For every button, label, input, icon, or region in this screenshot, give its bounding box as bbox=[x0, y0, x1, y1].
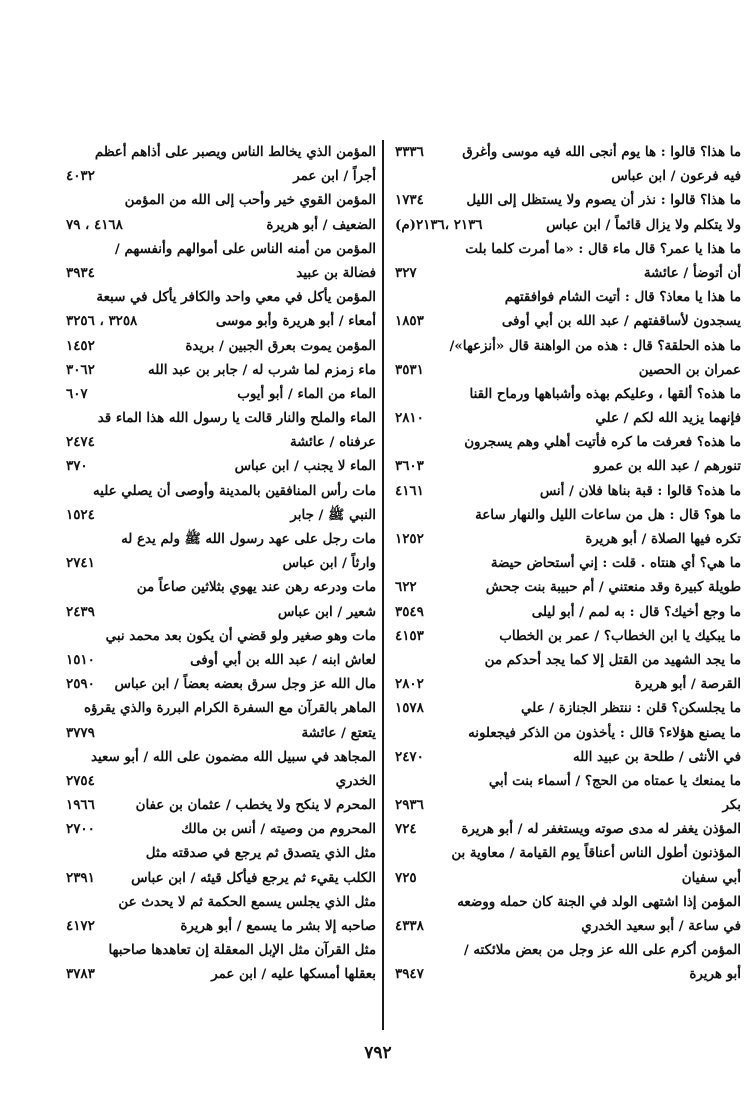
entry-text: المحرم لا ينكح ولا يخطب / عثمان بن عفان bbox=[135, 797, 376, 814]
hadith-number: ٢٧٥٤ bbox=[66, 772, 95, 789]
entry-text: المؤمن أكرم على الله عز وجل من بعض ملائكته / bbox=[463, 942, 741, 959]
index-entry-line bbox=[66, 334, 376, 358]
hadith-number: ١٥٢٤ bbox=[66, 506, 95, 523]
hadith-number: ١٧٣٤ bbox=[395, 192, 424, 209]
index-entry-line bbox=[395, 745, 741, 769]
entry-text: فضالة بن عبيد bbox=[296, 264, 376, 281]
entry-text: المؤمن يموت بعرق الجبين / بريدة bbox=[185, 337, 376, 354]
entry-text: ما يبكيك يا ابن الخطاب؟ / عمر بن الخطاب bbox=[499, 627, 741, 644]
entry-text: فإنهما يزيد الله لكم / علي bbox=[595, 410, 741, 427]
index-entry-line bbox=[66, 406, 376, 430]
hadith-number: ٤١٧٢ bbox=[66, 918, 95, 934]
entry-text: عرفناه / عائشة bbox=[289, 434, 376, 451]
entry-text: الخدري bbox=[335, 772, 376, 789]
hadith-number: ١٨٥٣ bbox=[395, 313, 424, 330]
entry-text: ما هو؟ قال : هل من ساعات الليل والنهار ساعة bbox=[475, 506, 741, 523]
hadith-number: ٢٧٠٠ bbox=[66, 821, 95, 838]
index-entry-line bbox=[395, 309, 741, 333]
entry-text: بكر bbox=[722, 797, 741, 814]
index-entry-line bbox=[395, 624, 741, 648]
entry-text: القرصة / أبو هريرة bbox=[634, 676, 741, 693]
index-entry-line bbox=[395, 406, 741, 430]
entry-text: أن أتوضأ / عائشة bbox=[643, 264, 741, 281]
index-entry-line bbox=[66, 454, 376, 478]
index-entry-line bbox=[66, 793, 376, 817]
hadith-number: ٣٣٣٦ bbox=[395, 144, 424, 160]
entry-text: النبي ﷺ / جابر bbox=[290, 506, 376, 523]
index-entry-line bbox=[395, 188, 741, 212]
hadith-number: ٣٩٤٧ bbox=[395, 966, 424, 983]
entry-text: المؤذن يغفر له مدى صوته ويستغفر له / أبو هريرة bbox=[461, 821, 741, 838]
entry-text: المؤمن من أمنه الناس على أموالهم وأنفسهم / bbox=[114, 240, 376, 257]
entry-text: في ساعة / أبو سعيد الخدري bbox=[581, 918, 741, 934]
hadith-number: ٣٧٧٩ bbox=[66, 724, 95, 741]
index-entry-line bbox=[395, 890, 741, 914]
entry-text: أمعاء / أبو هريرة وأبو موسى bbox=[215, 313, 376, 330]
index-entry-line bbox=[395, 817, 741, 841]
index-entry-line bbox=[66, 648, 376, 672]
index-entry-line bbox=[66, 430, 376, 454]
index-entry-line bbox=[66, 745, 376, 769]
index-entry-line bbox=[66, 696, 376, 720]
index-entry-line bbox=[395, 213, 741, 237]
entry-text: يسجدون لأساقفتهم / عبد الله بن أبي أوفى bbox=[501, 313, 741, 330]
hadith-number: ٢٩٣٦ bbox=[395, 797, 424, 814]
index-column-left bbox=[66, 140, 376, 987]
index-entry-line bbox=[395, 261, 741, 285]
index-entry-line bbox=[66, 164, 376, 188]
entry-text: تنورهم / عبد الله بن عمرو bbox=[593, 458, 741, 475]
entry-text: ما يمنعك يا عمتاه من الحج؟ / أسماء بنت أبي bbox=[488, 772, 741, 789]
entry-text: المؤمن إذا اشتهى الولد في الجنة كان حمله ووضعه bbox=[457, 893, 741, 910]
index-entry-line bbox=[66, 672, 376, 696]
hadith-number: ٤٠٣٢ bbox=[66, 168, 95, 185]
entry-text: الماء لا يجنب / ابن عباس bbox=[234, 458, 376, 475]
index-entry-line bbox=[66, 575, 376, 599]
entry-text: مثل الذي يجلس يسمع الحكمة ثم لا يحدث عن bbox=[118, 893, 376, 910]
entry-text: وارثاً / ابن عباس bbox=[282, 555, 376, 572]
index-entry-line bbox=[395, 382, 741, 406]
index-entry-line bbox=[395, 285, 741, 309]
index-entry-line bbox=[66, 962, 376, 986]
index-column-right bbox=[395, 140, 741, 987]
index-entry-line bbox=[395, 140, 741, 164]
entry-text: المجاهد في سبيل الله مضمون على الله / أبو سعيد bbox=[90, 748, 376, 765]
index-entry-line bbox=[66, 866, 376, 890]
hadith-number: ٢١٣٦ ،٢١٣٦(م) bbox=[395, 216, 483, 233]
entry-text: ما هذا يا معاذ؟ قال : أتيت الشام فوافقتهم bbox=[504, 289, 741, 306]
hadith-number: ٢٣٩١ bbox=[66, 869, 95, 886]
index-entry-line bbox=[395, 527, 741, 551]
index-entry-line bbox=[395, 358, 741, 382]
hadith-number: ١٩٦٦ bbox=[66, 797, 95, 814]
entry-text: ما يصنع هؤلاء؟ قالل : يأخذون من الذكر فيجعلونه bbox=[468, 724, 741, 741]
index-entry-line bbox=[66, 817, 376, 841]
index-entry-line bbox=[395, 430, 741, 454]
hadith-number: ٦٠٧ bbox=[66, 385, 88, 402]
entry-text: مثل القرآن مثل الإبل المعقلة إن تعاهدها صاحبها bbox=[108, 942, 376, 959]
entry-text: بعقلها أمسكها عليه / ابن عمر bbox=[211, 966, 376, 983]
index-entry-line bbox=[395, 841, 741, 865]
index-entry-line bbox=[395, 600, 741, 624]
entry-text: مات ودرعه رهن عند يهوي بثلاثين صاعاً من bbox=[136, 579, 376, 596]
entry-text: الكلب يقيء ثم يرجع فيأكل قيئه / ابن عباس bbox=[131, 869, 376, 886]
entry-text: المؤمن الذي يخالط الناس ويصبر على أذاهم أعظم bbox=[94, 144, 376, 160]
entry-text: في الأنثى / طلحة بن عبيد الله bbox=[572, 748, 741, 765]
entry-text: فيه فرعون / ابن عباس bbox=[611, 168, 741, 185]
index-entry-line bbox=[66, 309, 376, 333]
index-entry-line bbox=[395, 721, 741, 745]
index-entry-line bbox=[66, 721, 376, 745]
entry-text: ما هذه الحلقة؟ قال : هذه من الواهنة قال «أنزعها»/ bbox=[449, 337, 741, 354]
entry-text: ما يجد الشهيد من القتل إلا كما يجد أحدكم من bbox=[484, 651, 741, 668]
index-entry-line bbox=[395, 769, 741, 793]
hadith-number: ٧٢٥ bbox=[395, 869, 417, 886]
hadith-number: ٣٢٥٨ ، ٣٢٥٦ bbox=[66, 313, 138, 330]
index-entry-line bbox=[66, 382, 376, 406]
entry-text: ما يجلسكن؟ قلن : ننتظر الجنازة / علي bbox=[520, 700, 741, 717]
entry-text: تكره فيها الصلاة / أبو هريرة bbox=[585, 531, 741, 547]
hadith-number: ٤١٥٣ bbox=[395, 627, 424, 644]
entry-text: المؤمن القوي خير وأحب إلى الله من المؤمن bbox=[124, 192, 376, 209]
page-number: ٧٩٢ bbox=[364, 1043, 392, 1063]
entry-text: ماء زمزم لما شرب له / جابر بن عبد الله bbox=[148, 361, 376, 378]
index-entry-line bbox=[66, 285, 376, 309]
entry-text: أبو هريرة bbox=[689, 966, 741, 983]
entry-text: طويلة كبيرة وقد منعتني / أم حبيبة بنت جحش bbox=[485, 579, 741, 596]
index-entry-line bbox=[66, 358, 376, 382]
hadith-number: ٤١٦١ bbox=[395, 482, 424, 499]
hadith-number: ١٥٧٨ bbox=[395, 700, 424, 717]
index-entry-line bbox=[66, 213, 376, 237]
entry-text: مات رأس المنافقين بالمدينة وأوصى أن يصلي عليه bbox=[92, 482, 376, 499]
index-entry-line bbox=[66, 600, 376, 624]
hadith-number: ٢٤٧٠ bbox=[395, 748, 424, 765]
hadith-number: ٢٤٧٤ bbox=[66, 434, 95, 451]
index-entry-line bbox=[395, 914, 741, 938]
index-entry-line bbox=[395, 648, 741, 672]
index-entry-line bbox=[66, 551, 376, 575]
hadith-number: ٣٩٣٤ bbox=[66, 264, 95, 281]
entry-text: صاحبه إلا بشر ما يسمع / أبو هريرة bbox=[180, 918, 376, 934]
index-entry-line bbox=[395, 696, 741, 720]
entry-text: ما هذا يا عمر؟ قال ماء قال : «ما أمرت كلما بلت bbox=[465, 240, 741, 257]
hadith-number: ٢٧٤١ bbox=[66, 555, 95, 572]
entry-text: مات رجل على عهد رسول الله ﷺ ولم يدع له bbox=[121, 531, 376, 547]
index-entry-line bbox=[395, 237, 741, 261]
hadith-number: ٣٦٠٣ bbox=[395, 458, 424, 475]
entry-text: أجراً / ابن عمر bbox=[293, 168, 376, 185]
entry-text: ما هذه؟ فعرفت ما كره فأتيت أهلي وهم يسجرون bbox=[464, 434, 741, 451]
index-entry-line bbox=[395, 793, 741, 817]
hadith-number: ٤٣٣٨ bbox=[395, 918, 424, 934]
hadith-number: ٢٨١٠ bbox=[395, 410, 424, 427]
index-entry-line bbox=[395, 164, 741, 188]
hadith-number: ٢٨٠٢ bbox=[395, 676, 424, 693]
hadith-number: ٣٥٤٩ bbox=[395, 603, 424, 620]
hadith-number: ٦٢٢ bbox=[395, 579, 417, 596]
index-entry-line bbox=[395, 672, 741, 696]
column-divider bbox=[382, 140, 384, 1030]
index-entry-line bbox=[66, 188, 376, 212]
index-entry-line bbox=[66, 503, 376, 527]
entry-text: أبي سفيان bbox=[681, 869, 741, 886]
hadith-number: ٣٥٣١ bbox=[395, 361, 424, 378]
hadith-number: ٤١٦٨ ، ٧٩ bbox=[66, 216, 123, 233]
hadith-number: ١٥١٠ bbox=[66, 651, 95, 668]
entry-text: المحروم من وصيته / أنس بن مالك bbox=[181, 821, 376, 838]
index-entry-line bbox=[395, 575, 741, 599]
hadith-number: ١٢٥٢ bbox=[395, 531, 424, 547]
index-entry-line bbox=[395, 503, 741, 527]
entry-text: المؤمن يأكل في معي واحد والكافر يأكل في سبعة bbox=[96, 289, 376, 306]
entry-text: الماء من الماء / أبو أيوب bbox=[237, 385, 376, 402]
entry-text: مثل الذي يتصدق ثم يرجع في صدقته مثل bbox=[145, 845, 376, 862]
entry-text: مال الله عز وجل سرق بعضه بعضاً / ابن عباس bbox=[114, 676, 376, 693]
entry-text: المؤذنون أطول الناس أعناقاً يوم القيامة / معاوية بن bbox=[451, 845, 741, 862]
entry-text: الضعيف / أبو هريرة bbox=[266, 216, 376, 233]
entry-text: الماهر بالقرآن مع السفرة الكرام البررة والذي يقرؤه bbox=[84, 700, 376, 717]
index-entry-line bbox=[66, 624, 376, 648]
hadith-number: ٣٧٠ bbox=[66, 458, 88, 475]
index-entry-line bbox=[395, 551, 741, 575]
entry-text: ما هذا؟ قالوا : نذر أن يصوم ولا يستظل إلى الليل bbox=[466, 192, 741, 209]
entry-text: مات وهو صغير ولو قضي أن يكون بعد محمد نبي bbox=[105, 627, 376, 644]
index-entry-line bbox=[395, 479, 741, 503]
hadith-number: ٧٢٤ bbox=[395, 821, 417, 838]
entry-text: ما هذه؟ ألقها ، وعليكم بهذه وأشباهها ورماح القنا bbox=[469, 385, 741, 402]
index-entry-line bbox=[66, 914, 376, 938]
entry-text: ما هذه؟ قالوا : قبة بناها فلان / أنس bbox=[539, 482, 741, 499]
index-entry-line bbox=[66, 841, 376, 865]
index-entry-line bbox=[66, 527, 376, 551]
hadith-number: ١٤٥٢ bbox=[66, 337, 95, 354]
entry-text: يتعتع / عائشة bbox=[301, 724, 376, 741]
entry-text: ما هي؟ أي هنتاه . قلت : إني أستحاض حيضة bbox=[490, 555, 741, 572]
hadith-number: ٣٢٧ bbox=[395, 264, 417, 281]
index-entry-line bbox=[395, 962, 741, 986]
index-entry-line bbox=[66, 890, 376, 914]
hadith-number: ٢٤٣٩ bbox=[66, 603, 95, 620]
index-entry-line bbox=[395, 866, 741, 890]
index-entry-line bbox=[395, 454, 741, 478]
index-entry-line bbox=[66, 479, 376, 503]
index-entry-line bbox=[395, 938, 741, 962]
index-entry-line bbox=[66, 769, 376, 793]
index-entry-line bbox=[66, 261, 376, 285]
entry-text: ما هذا؟ قالوا : ها يوم أنجى الله فيه موسى وأغرق bbox=[462, 144, 741, 160]
entry-text: عمران بن الحصين bbox=[638, 361, 741, 378]
hadith-number: ٣٠٦٢ bbox=[66, 361, 95, 378]
entry-text: لعاش ابنه / عبد الله بن أبي أوفى bbox=[190, 651, 376, 668]
entry-text: شعير / ابن عباس bbox=[277, 603, 376, 620]
hadith-number: ٣٧٨٣ bbox=[66, 966, 95, 983]
index-entry-line bbox=[395, 334, 741, 358]
entry-text: الماء والملح والنار قالت يا رسول الله هذا الماء قد bbox=[97, 410, 376, 427]
entry-text: ولا يتكلم ولا يزال قائماً / ابن عباس bbox=[546, 216, 741, 233]
index-entry-line bbox=[66, 140, 376, 164]
hadith-number: ٢٥٩٠ bbox=[66, 676, 95, 693]
index-entry-line bbox=[66, 938, 376, 962]
entry-text: ما وجع أخيك؟ قال : به لمم / أبو ليلى bbox=[531, 603, 741, 620]
index-entry-line bbox=[66, 237, 376, 261]
